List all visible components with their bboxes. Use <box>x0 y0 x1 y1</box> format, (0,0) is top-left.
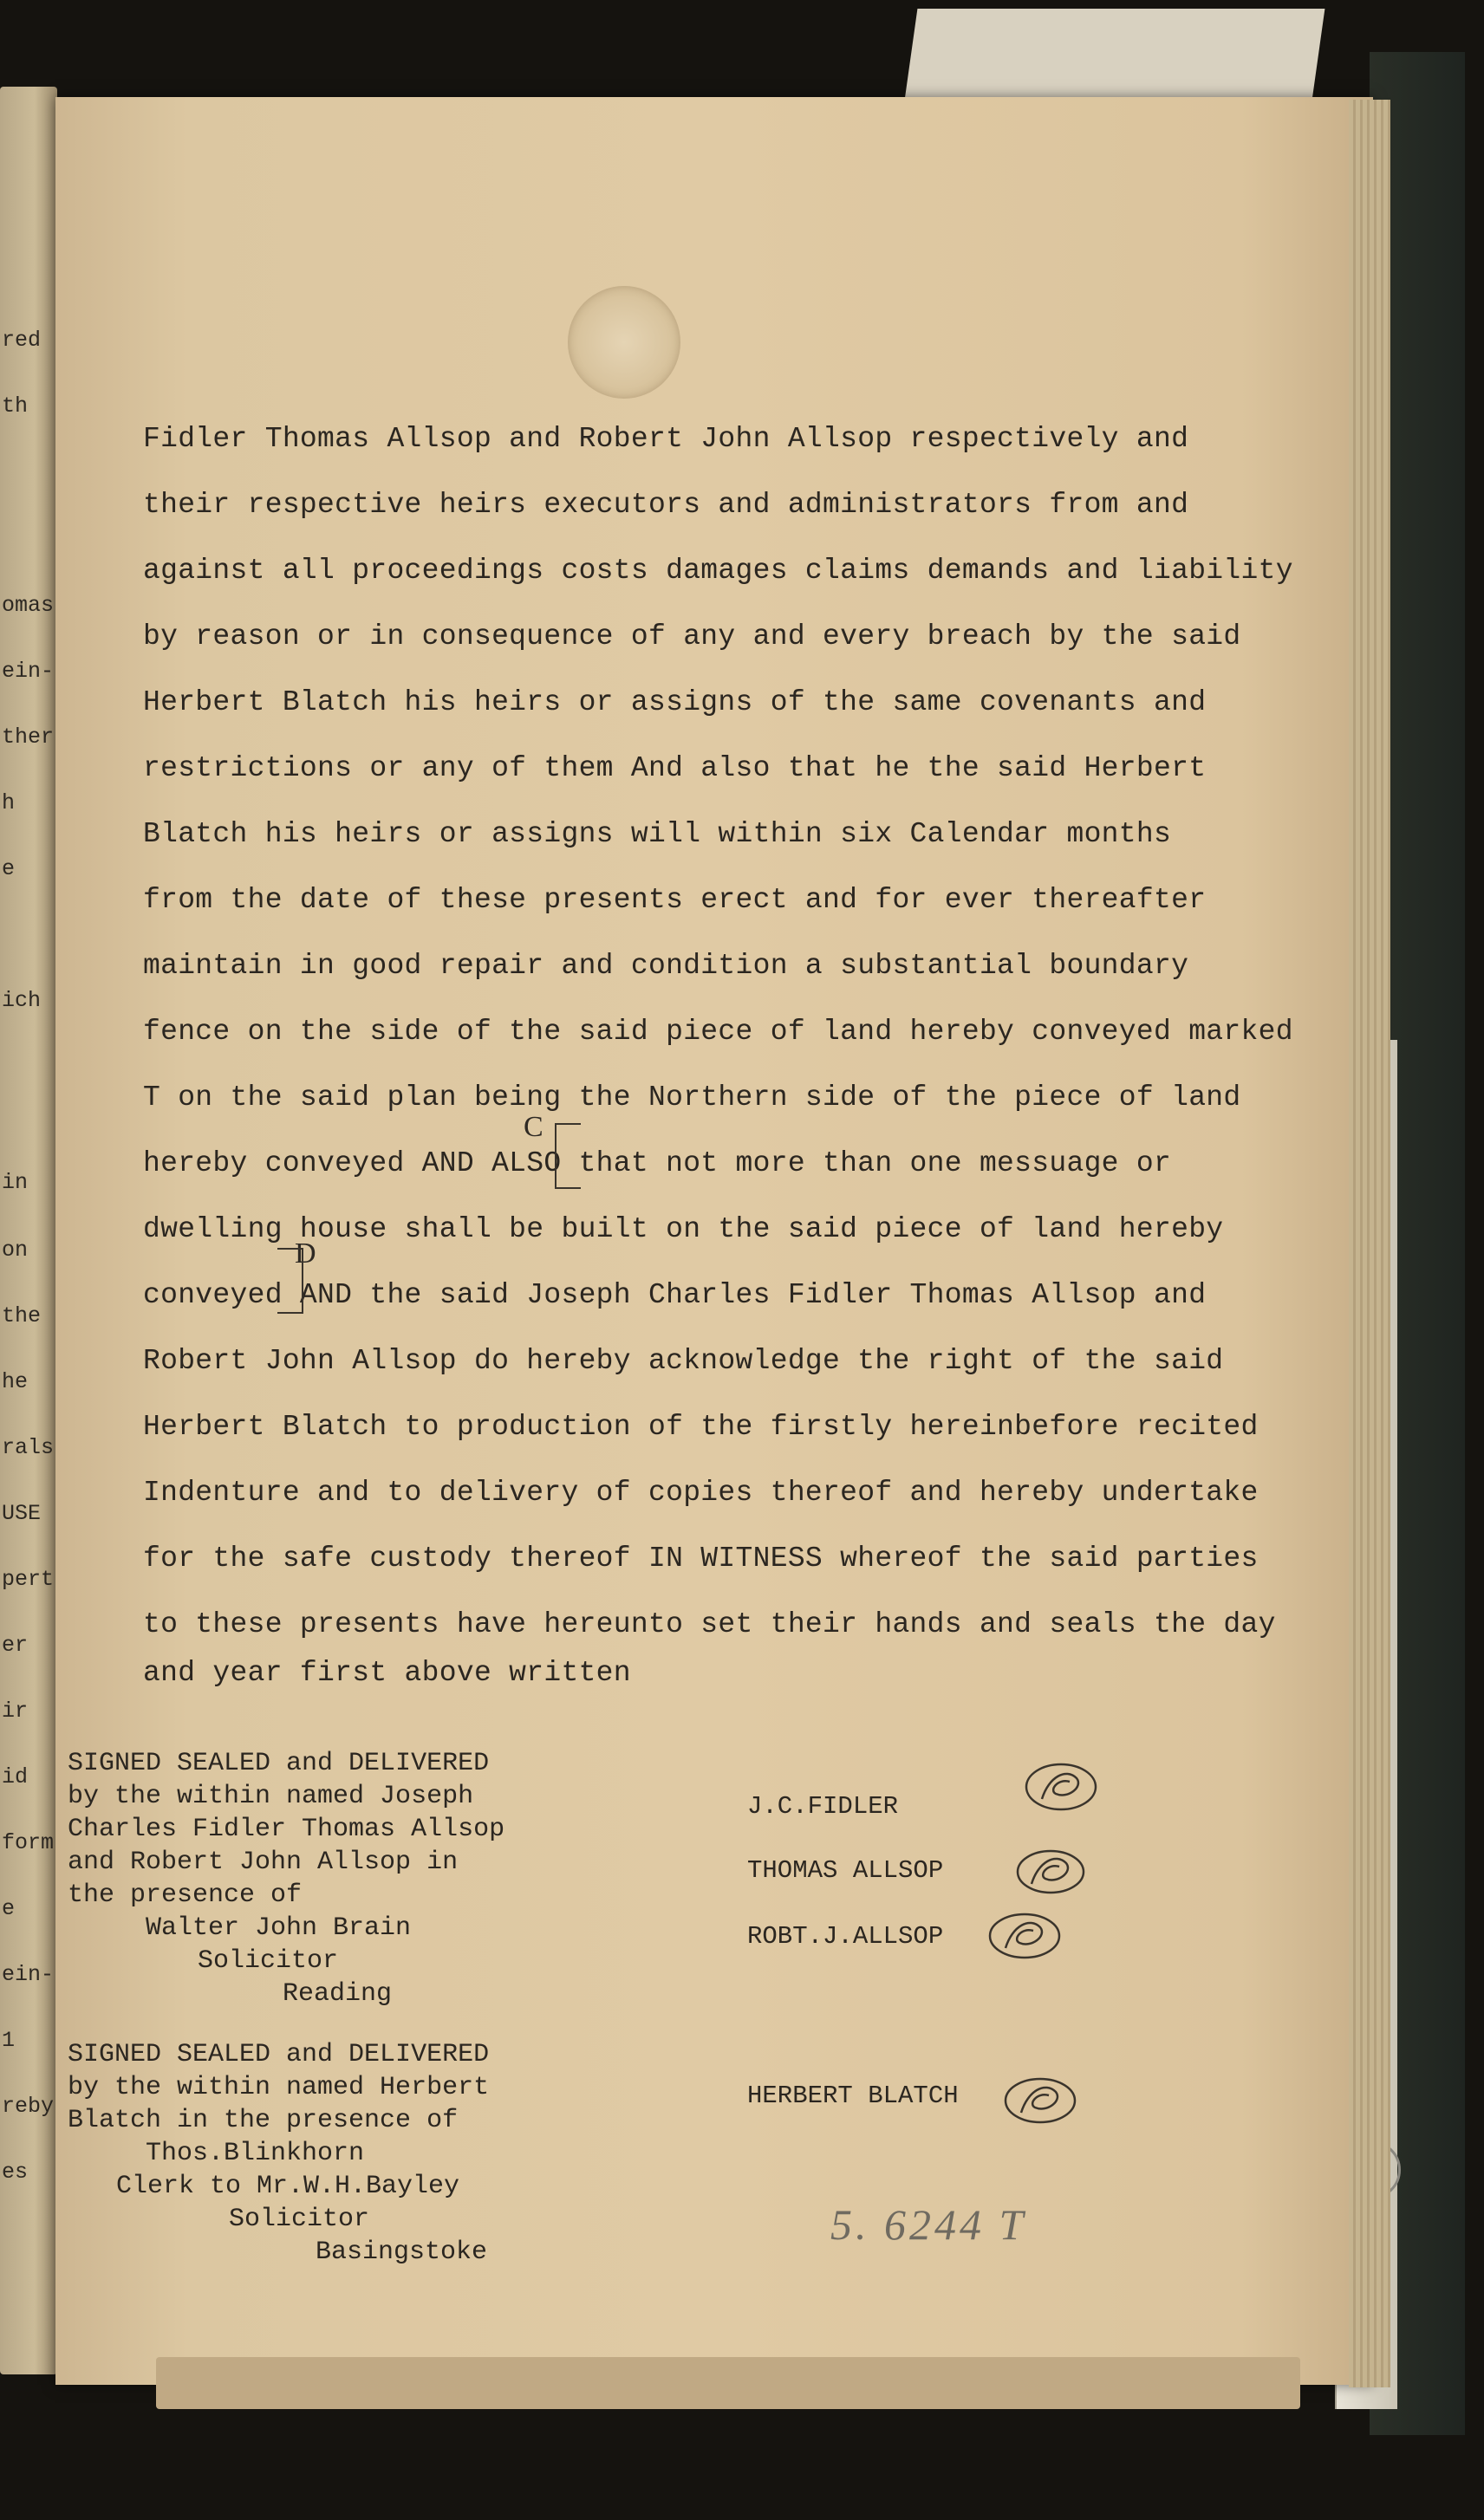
seal-mark-icon <box>1002 2073 1078 2125</box>
bracket-mark-d <box>277 1248 303 1314</box>
body-line: from the date of these presents erect and for ever thereafter <box>143 884 1207 916</box>
left-page-fragment: in <box>2 1170 29 1195</box>
left-page-fragment: e <box>2 1896 16 1921</box>
left-page-fragment: rals <box>2 1435 55 1460</box>
witness-location: Reading <box>283 1979 393 2009</box>
left-page-fragment: ir <box>2 1698 29 1724</box>
left-page-fragment: e <box>2 856 16 881</box>
left-page-fragment: reby <box>2 2094 55 2119</box>
left-page-fragment: omas <box>2 593 55 618</box>
body-line: hereby conveyed AND ALSO that not more than one messuage or <box>143 1147 1172 1179</box>
left-page-margin <box>0 87 57 2374</box>
margin-letter-c: C <box>524 1111 543 1143</box>
left-page-fragment: ther <box>2 724 55 750</box>
left-page-fragment: ein- <box>2 659 55 684</box>
margin-letter-d: D <box>295 1237 316 1270</box>
body-line: T on the said plan being the Northern side of the piece of land <box>143 1081 1241 1114</box>
body-line: conveyed AND the said Joseph Charles Fidler Thomas Allsop and <box>143 1279 1207 1311</box>
left-page-fragment: form <box>2 1830 55 1855</box>
body-line: maintain in good repair and condition a substantial boundary <box>143 950 1189 982</box>
body-line: Herbert Blatch his heirs or assigns of the same covenants and <box>143 686 1207 718</box>
attestation-line: Charles Fidler Thomas Allsop <box>68 1815 505 1844</box>
left-page-fragment: es <box>2 2160 29 2185</box>
seal-mark-icon <box>1023 1759 1099 1811</box>
left-page-fragment: id <box>2 1764 29 1789</box>
left-page-fragment: the <box>2 1303 42 1328</box>
body-line: Fidler Thomas Allsop and Robert John Allsop respectively and <box>143 423 1189 455</box>
handwritten-reference: 5. 6244 T <box>830 2200 1027 2249</box>
body-line: against all proceedings costs damages claims demands and liability <box>143 555 1293 587</box>
witness-title: Clerk to Mr.W.H.Bayley <box>116 2172 460 2201</box>
signatory-name: J.C.FIDLER <box>747 1792 899 1821</box>
body-line: restrictions or any of them And also that he the said Herbert <box>143 752 1207 784</box>
left-page-fragment: h <box>2 790 16 815</box>
witness-title: Solicitor <box>229 2205 370 2234</box>
attestation-line: Blatch in the presence of <box>68 2106 459 2135</box>
body-line: their respective heirs executors and administrators from and <box>143 489 1189 521</box>
attestation-line: by the within named Herbert <box>68 2073 490 2102</box>
bracket-mark-c <box>555 1123 581 1189</box>
embossed-seal-icon <box>568 286 680 399</box>
attestation-line: by the within named Joseph <box>68 1782 474 1811</box>
page-stack-edge <box>1349 100 1390 2387</box>
attestation-line: and Robert John Allsop in <box>68 1848 459 1877</box>
signatory-name: HERBERT BLATCH <box>747 2082 959 2110</box>
seal-mark-icon <box>986 1908 1063 1960</box>
attestation-line: the presence of <box>68 1880 303 1910</box>
body-line: and year first above written <box>143 1657 631 1689</box>
left-page-fragment: pert <box>2 1567 55 1592</box>
left-page-fragment: USE <box>2 1501 42 1526</box>
left-page-fragment: er <box>2 1633 29 1658</box>
left-page-fragment: on <box>2 1237 29 1263</box>
body-line: to these presents have hereunto set their hands and seals the day <box>143 1608 1276 1640</box>
page-bottom-fold <box>156 2357 1300 2409</box>
body-line: for the safe custody thereof IN WITNESS whereof the said parties <box>143 1543 1259 1575</box>
left-page-fragment: ein- <box>2 1962 55 1987</box>
body-line: Blatch his heirs or assigns will within six Calendar months <box>143 818 1172 850</box>
left-page-fragment: red <box>2 328 42 353</box>
signatory-name: ROBT.J.ALLSOP <box>747 1922 944 1951</box>
body-line: fence on the side of the said piece of land hereby conveyed marked <box>143 1016 1293 1048</box>
body-line: Indenture and to delivery of copies thereof and hereby undertake <box>143 1477 1259 1509</box>
signatory-name: THOMAS ALLSOP <box>747 1856 944 1885</box>
body-line: by reason or in consequence of any and every breach by the said <box>143 620 1241 653</box>
body-line: dwelling house shall be built on the said piece of land hereby <box>143 1213 1224 1245</box>
witness-title: Solicitor <box>198 1946 339 1976</box>
witness-location: Basingstoke <box>316 2237 488 2267</box>
body-line: Robert John Allsop do hereby acknowledge the right of the said <box>143 1345 1224 1377</box>
attestation-line: SIGNED SEALED and DELIVERED <box>68 2040 490 2069</box>
left-page-fragment: 1 <box>2 2028 16 2053</box>
body-line: Herbert Blatch to production of the firstly hereinbefore recited <box>143 1411 1259 1443</box>
left-page-fragment: ich <box>2 988 42 1013</box>
attestation-line: SIGNED SEALED and DELIVERED <box>68 1749 490 1778</box>
left-page-fragment: th <box>2 393 29 419</box>
witness-name: Walter John Brain <box>146 1913 412 1943</box>
seal-mark-icon <box>1012 1844 1089 1896</box>
left-page-fragment: he <box>2 1369 29 1394</box>
witness-name: Thos.Blinkhorn <box>146 2139 365 2168</box>
